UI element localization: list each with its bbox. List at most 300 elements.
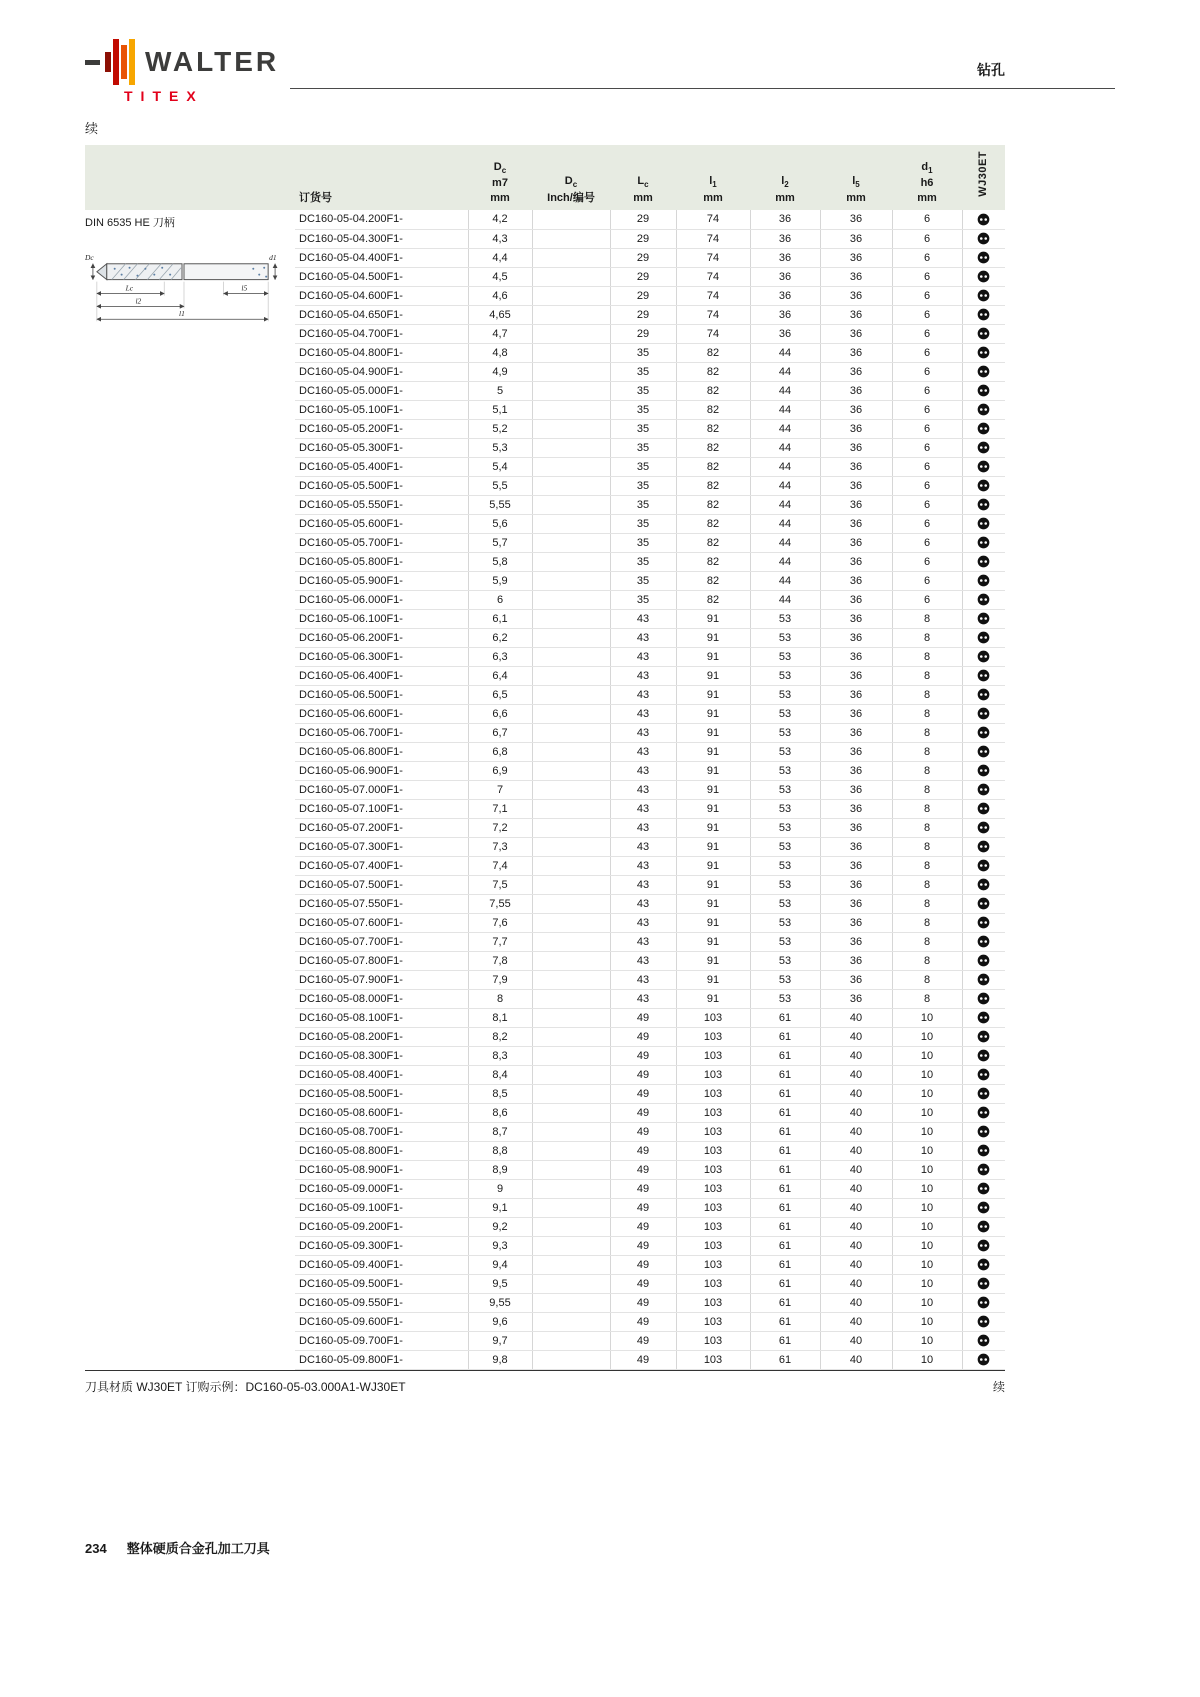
dc-inch-cell bbox=[532, 1103, 610, 1122]
grade-symbol-cell bbox=[962, 1065, 1005, 1084]
d1-cell: 8 bbox=[892, 685, 962, 704]
table-row bbox=[85, 210, 1005, 229]
order-number-cell: DC160-05-06.800F1- bbox=[295, 742, 468, 761]
l1-cell: 82 bbox=[676, 457, 750, 476]
lc-cell: 35 bbox=[610, 400, 676, 419]
page-number: 234 bbox=[85, 1541, 107, 1556]
dc-inch-cell bbox=[532, 552, 610, 571]
l5-cell: 40 bbox=[820, 1065, 892, 1084]
l5-cell: 36 bbox=[820, 267, 892, 286]
dc-mm-cell: 7,5 bbox=[468, 875, 532, 894]
order-number-cell: DC160-05-05.300F1- bbox=[295, 438, 468, 457]
l1-cell: 103 bbox=[676, 1065, 750, 1084]
dc-inch-cell bbox=[532, 248, 610, 267]
l5-cell: 40 bbox=[820, 1217, 892, 1236]
lc-cell: 49 bbox=[610, 1122, 676, 1141]
lc-cell: 35 bbox=[610, 476, 676, 495]
dc-inch-cell bbox=[532, 495, 610, 514]
lc-cell: 43 bbox=[610, 742, 676, 761]
coolant-symbol-icon bbox=[977, 973, 990, 986]
l5-cell: 36 bbox=[820, 362, 892, 381]
dc-mm-cell: 7,4 bbox=[468, 856, 532, 875]
l1-cell: 82 bbox=[676, 514, 750, 533]
dc-inch-cell bbox=[532, 1236, 610, 1255]
dc-mm-cell: 8,7 bbox=[468, 1122, 532, 1141]
grade-symbol-cell bbox=[962, 913, 1005, 932]
grade-symbol-cell bbox=[962, 1198, 1005, 1217]
coolant-symbol-icon bbox=[977, 612, 990, 625]
coolant-symbol-icon bbox=[977, 327, 990, 340]
grade-symbol-cell bbox=[962, 495, 1005, 514]
l5-cell: 40 bbox=[820, 1293, 892, 1312]
d1-cell: 8 bbox=[892, 989, 962, 1008]
l1-cell: 74 bbox=[676, 267, 750, 286]
d1-cell: 8 bbox=[892, 913, 962, 932]
order-number-cell: DC160-05-05.500F1- bbox=[295, 476, 468, 495]
order-number-cell: DC160-05-09.800F1- bbox=[295, 1350, 468, 1369]
d1-cell: 10 bbox=[892, 1217, 962, 1236]
l1-cell: 91 bbox=[676, 913, 750, 932]
l5-cell: 36 bbox=[820, 343, 892, 362]
dc-mm-cell: 4,9 bbox=[468, 362, 532, 381]
header-spacer bbox=[85, 145, 295, 210]
grade-symbol-cell bbox=[962, 799, 1005, 818]
dc-mm-cell: 7,9 bbox=[468, 970, 532, 989]
d1-cell: 6 bbox=[892, 571, 962, 590]
l1-cell: 91 bbox=[676, 894, 750, 913]
order-number-cell: DC160-05-09.300F1- bbox=[295, 1236, 468, 1255]
col-header-lc: $L_c$ mm bbox=[610, 145, 676, 210]
lc-cell: 43 bbox=[610, 989, 676, 1008]
grade-symbol-cell bbox=[962, 1160, 1005, 1179]
dc-inch-cell bbox=[532, 324, 610, 343]
l2-cell: 44 bbox=[750, 533, 820, 552]
lc-cell: 43 bbox=[610, 628, 676, 647]
grade-symbol-cell bbox=[962, 628, 1005, 647]
l5-cell: 36 bbox=[820, 742, 892, 761]
grade-symbol-cell bbox=[962, 514, 1005, 533]
coolant-symbol-icon bbox=[977, 346, 990, 359]
dc-inch-cell bbox=[532, 1160, 610, 1179]
l5-cell: 36 bbox=[820, 818, 892, 837]
grade-symbol-cell bbox=[962, 951, 1005, 970]
dc-mm-cell: 5,1 bbox=[468, 400, 532, 419]
grade-symbol-cell bbox=[962, 1141, 1005, 1160]
grade-symbol-cell bbox=[962, 780, 1005, 799]
lc-cell: 35 bbox=[610, 438, 676, 457]
order-number-cell: DC160-05-04.650F1- bbox=[295, 305, 468, 324]
grade-symbol-cell bbox=[962, 552, 1005, 571]
order-number-cell: DC160-05-04.300F1- bbox=[295, 229, 468, 248]
coolant-symbol-icon bbox=[977, 213, 990, 226]
l2-cell: 44 bbox=[750, 400, 820, 419]
grade-symbol-cell bbox=[962, 647, 1005, 666]
dc-mm-cell: 4,6 bbox=[468, 286, 532, 305]
dc-mm-cell: 8,3 bbox=[468, 1046, 532, 1065]
brand-subname: TITEX bbox=[124, 88, 204, 104]
order-number-cell: DC160-05-08.100F1- bbox=[295, 1008, 468, 1027]
l2-cell: 53 bbox=[750, 647, 820, 666]
dc-inch-cell bbox=[532, 647, 610, 666]
dc-inch-cell bbox=[532, 1331, 610, 1350]
coolant-symbol-icon bbox=[977, 631, 990, 644]
dc-mm-cell: 7,6 bbox=[468, 913, 532, 932]
l5-cell: 40 bbox=[820, 1122, 892, 1141]
dc-inch-cell bbox=[532, 1084, 610, 1103]
order-number-cell: DC160-05-05.400F1- bbox=[295, 457, 468, 476]
grade-symbol-cell bbox=[962, 666, 1005, 685]
d1-cell: 6 bbox=[892, 514, 962, 533]
dc-inch-cell bbox=[532, 457, 610, 476]
dc-inch-cell bbox=[532, 875, 610, 894]
coolant-symbol-icon bbox=[977, 878, 990, 891]
l5-cell: 36 bbox=[820, 647, 892, 666]
l1-cell: 103 bbox=[676, 1198, 750, 1217]
grade-symbol-cell bbox=[962, 438, 1005, 457]
l5-cell: 36 bbox=[820, 951, 892, 970]
lc-cell: 49 bbox=[610, 1160, 676, 1179]
l1-cell: 91 bbox=[676, 837, 750, 856]
l5-cell: 36 bbox=[820, 514, 892, 533]
l2-cell: 53 bbox=[750, 913, 820, 932]
grade-symbol-cell bbox=[962, 286, 1005, 305]
l5-cell: 36 bbox=[820, 704, 892, 723]
l1-cell: 103 bbox=[676, 1084, 750, 1103]
dc-mm-cell: 9,3 bbox=[468, 1236, 532, 1255]
order-number-cell: DC160-05-07.550F1- bbox=[295, 894, 468, 913]
coolant-symbol-icon bbox=[977, 555, 990, 568]
d1-cell: 8 bbox=[892, 704, 962, 723]
order-number-cell: DC160-05-04.200F1- bbox=[295, 210, 468, 229]
col-header-dc-inch: $D_c$ Inch/编号 bbox=[532, 145, 610, 210]
order-number-cell: DC160-05-06.700F1- bbox=[295, 723, 468, 742]
grade-symbol-cell bbox=[962, 1293, 1005, 1312]
l5-cell: 36 bbox=[820, 685, 892, 704]
dc-inch-cell bbox=[532, 970, 610, 989]
d1-cell: 10 bbox=[892, 1141, 962, 1160]
l2-cell: 53 bbox=[750, 951, 820, 970]
l5-cell: 36 bbox=[820, 533, 892, 552]
l1-cell: 74 bbox=[676, 210, 750, 229]
d1-cell: 6 bbox=[892, 286, 962, 305]
dc-inch-cell bbox=[532, 799, 610, 818]
grade-symbol-cell bbox=[962, 571, 1005, 590]
shank-type-label: DIN 6535 HE 刀柄 bbox=[85, 217, 175, 229]
lc-cell: 43 bbox=[610, 647, 676, 666]
d1-cell: 8 bbox=[892, 723, 962, 742]
coolant-symbol-icon bbox=[977, 232, 990, 245]
continued-top-label: 续 bbox=[85, 121, 99, 136]
lc-cell: 35 bbox=[610, 514, 676, 533]
order-number-cell: DC160-05-04.500F1- bbox=[295, 267, 468, 286]
dc-inch-cell bbox=[532, 1217, 610, 1236]
d1-cell: 8 bbox=[892, 761, 962, 780]
d1-cell: 8 bbox=[892, 647, 962, 666]
coolant-symbol-icon bbox=[977, 1049, 990, 1062]
coolant-symbol-icon bbox=[977, 840, 990, 853]
l2-cell: 36 bbox=[750, 286, 820, 305]
lc-cell: 43 bbox=[610, 932, 676, 951]
coolant-symbol-icon bbox=[977, 384, 990, 397]
l1-cell: 91 bbox=[676, 818, 750, 837]
table-header-row bbox=[85, 145, 1005, 210]
l5-cell: 36 bbox=[820, 571, 892, 590]
l5-cell: 36 bbox=[820, 666, 892, 685]
grade-symbol-cell bbox=[962, 1217, 1005, 1236]
lc-cell: 35 bbox=[610, 419, 676, 438]
dc-inch-cell bbox=[532, 590, 610, 609]
l1-cell: 91 bbox=[676, 628, 750, 647]
coolant-symbol-icon bbox=[977, 574, 990, 587]
dim-label-l1: l1 bbox=[179, 309, 185, 319]
coolant-symbol-icon bbox=[977, 1030, 990, 1043]
dc-inch-cell bbox=[532, 628, 610, 647]
walter-titex-logo bbox=[85, 38, 279, 104]
l2-cell: 44 bbox=[750, 552, 820, 571]
dc-mm-cell: 9,4 bbox=[468, 1255, 532, 1274]
col-header-l5: $l_5$ mm bbox=[820, 145, 892, 210]
coolant-symbol-icon bbox=[977, 1087, 990, 1100]
lc-cell: 43 bbox=[610, 837, 676, 856]
l1-cell: 103 bbox=[676, 1274, 750, 1293]
d1-cell: 8 bbox=[892, 970, 962, 989]
lc-cell: 43 bbox=[610, 951, 676, 970]
coolant-symbol-icon bbox=[977, 783, 990, 796]
lc-cell: 49 bbox=[610, 1255, 676, 1274]
lc-cell: 43 bbox=[610, 761, 676, 780]
d1-cell: 10 bbox=[892, 1103, 962, 1122]
l1-cell: 91 bbox=[676, 875, 750, 894]
lc-cell: 49 bbox=[610, 1198, 676, 1217]
coolant-symbol-icon bbox=[977, 1315, 990, 1328]
l2-cell: 61 bbox=[750, 1008, 820, 1027]
dc-mm-cell: 7,7 bbox=[468, 932, 532, 951]
product-table bbox=[85, 145, 1005, 1370]
coolant-symbol-icon bbox=[977, 821, 990, 834]
dc-mm-cell: 6,8 bbox=[468, 742, 532, 761]
l5-cell: 36 bbox=[820, 305, 892, 324]
col-header-l2: $l_2$ mm bbox=[750, 145, 820, 210]
dc-inch-cell bbox=[532, 286, 610, 305]
dc-mm-cell: 6,1 bbox=[468, 609, 532, 628]
order-number-cell: DC160-05-06.000F1- bbox=[295, 590, 468, 609]
grade-symbol-cell bbox=[962, 248, 1005, 267]
order-number-cell: DC160-05-08.500F1- bbox=[295, 1084, 468, 1103]
coolant-symbol-icon bbox=[977, 403, 990, 416]
l2-cell: 61 bbox=[750, 1293, 820, 1312]
l5-cell: 36 bbox=[820, 495, 892, 514]
dc-inch-cell bbox=[532, 571, 610, 590]
coolant-symbol-icon bbox=[977, 308, 990, 321]
grade-symbol-cell bbox=[962, 476, 1005, 495]
l1-cell: 91 bbox=[676, 704, 750, 723]
d1-cell: 8 bbox=[892, 742, 962, 761]
lc-cell: 43 bbox=[610, 780, 676, 799]
l5-cell: 36 bbox=[820, 419, 892, 438]
d1-cell: 8 bbox=[892, 932, 962, 951]
l1-cell: 91 bbox=[676, 780, 750, 799]
drill-technical-drawing bbox=[85, 242, 283, 341]
grade-symbol-cell bbox=[962, 1122, 1005, 1141]
lc-cell: 49 bbox=[610, 1103, 676, 1122]
col-header-order-number: 订货号 bbox=[295, 145, 468, 210]
grade-symbol-cell bbox=[962, 1008, 1005, 1027]
coolant-symbol-icon bbox=[977, 1277, 990, 1290]
lc-cell: 29 bbox=[610, 267, 676, 286]
dc-mm-cell: 4,4 bbox=[468, 248, 532, 267]
d1-cell: 6 bbox=[892, 267, 962, 286]
dc-mm-cell: 4,7 bbox=[468, 324, 532, 343]
col-header-d1: $d_1$ h6 mm bbox=[892, 145, 962, 210]
l5-cell: 36 bbox=[820, 628, 892, 647]
l1-cell: 91 bbox=[676, 989, 750, 1008]
d1-cell: 6 bbox=[892, 248, 962, 267]
order-number-cell: DC160-05-06.500F1- bbox=[295, 685, 468, 704]
l5-cell: 36 bbox=[820, 590, 892, 609]
coolant-symbol-icon bbox=[977, 251, 990, 264]
dc-mm-cell: 7,55 bbox=[468, 894, 532, 913]
coolant-symbol-icon bbox=[977, 1011, 990, 1024]
l2-cell: 61 bbox=[750, 1103, 820, 1122]
coolant-symbol-icon bbox=[977, 479, 990, 492]
l5-cell: 40 bbox=[820, 1160, 892, 1179]
order-number-cell: DC160-05-05.700F1- bbox=[295, 533, 468, 552]
grade-symbol-cell bbox=[962, 229, 1005, 248]
d1-cell: 8 bbox=[892, 837, 962, 856]
dc-mm-cell: 8 bbox=[468, 989, 532, 1008]
lc-cell: 35 bbox=[610, 495, 676, 514]
lc-cell: 43 bbox=[610, 970, 676, 989]
dc-inch-cell bbox=[532, 780, 610, 799]
product-table-zone bbox=[85, 145, 1005, 1395]
dc-mm-cell: 8,5 bbox=[468, 1084, 532, 1103]
dc-mm-cell: 5,9 bbox=[468, 571, 532, 590]
lc-cell: 43 bbox=[610, 704, 676, 723]
d1-cell: 6 bbox=[892, 210, 962, 229]
d1-cell: 6 bbox=[892, 343, 962, 362]
l1-cell: 103 bbox=[676, 1350, 750, 1369]
coolant-symbol-icon bbox=[977, 726, 990, 739]
lc-cell: 29 bbox=[610, 286, 676, 305]
grade-symbol-cell bbox=[962, 362, 1005, 381]
lc-cell: 29 bbox=[610, 324, 676, 343]
coolant-symbol-icon bbox=[977, 688, 990, 701]
coolant-symbol-icon bbox=[977, 992, 990, 1005]
grade-symbol-cell bbox=[962, 1350, 1005, 1369]
lc-cell: 43 bbox=[610, 818, 676, 837]
coolant-symbol-icon bbox=[977, 1239, 990, 1252]
l2-cell: 61 bbox=[750, 1274, 820, 1293]
dc-inch-cell bbox=[532, 362, 610, 381]
l1-cell: 103 bbox=[676, 1236, 750, 1255]
l2-cell: 36 bbox=[750, 324, 820, 343]
l2-cell: 36 bbox=[750, 305, 820, 324]
dc-inch-cell bbox=[532, 666, 610, 685]
dc-inch-cell bbox=[532, 1008, 610, 1027]
l1-cell: 103 bbox=[676, 1331, 750, 1350]
dc-inch-cell bbox=[532, 419, 610, 438]
lc-cell: 43 bbox=[610, 856, 676, 875]
dc-mm-cell: 9,8 bbox=[468, 1350, 532, 1369]
coolant-symbol-icon bbox=[977, 1106, 990, 1119]
l1-cell: 103 bbox=[676, 1046, 750, 1065]
l5-cell: 36 bbox=[820, 552, 892, 571]
d1-cell: 6 bbox=[892, 324, 962, 343]
dc-inch-cell bbox=[532, 989, 610, 1008]
l5-cell: 36 bbox=[820, 438, 892, 457]
dc-mm-cell: 5,5 bbox=[468, 476, 532, 495]
l2-cell: 44 bbox=[750, 495, 820, 514]
l5-cell: 40 bbox=[820, 1350, 892, 1369]
lc-cell: 29 bbox=[610, 305, 676, 324]
lc-cell: 49 bbox=[610, 1293, 676, 1312]
l2-cell: 61 bbox=[750, 1027, 820, 1046]
l5-cell: 40 bbox=[820, 1274, 892, 1293]
dc-mm-cell: 4,8 bbox=[468, 343, 532, 362]
l5-cell: 36 bbox=[820, 856, 892, 875]
order-number-cell: DC160-05-08.400F1- bbox=[295, 1065, 468, 1084]
lc-cell: 35 bbox=[610, 552, 676, 571]
l5-cell: 36 bbox=[820, 229, 892, 248]
coolant-symbol-icon bbox=[977, 1296, 990, 1309]
lc-cell: 29 bbox=[610, 248, 676, 267]
coolant-symbol-icon bbox=[977, 707, 990, 720]
grade-symbol-cell bbox=[962, 818, 1005, 837]
d1-cell: 10 bbox=[892, 1008, 962, 1027]
dc-mm-cell: 6,2 bbox=[468, 628, 532, 647]
d1-cell: 6 bbox=[892, 552, 962, 571]
order-number-cell: DC160-05-04.800F1- bbox=[295, 343, 468, 362]
grade-symbol-cell bbox=[962, 1084, 1005, 1103]
l5-cell: 40 bbox=[820, 1179, 892, 1198]
l5-cell: 36 bbox=[820, 248, 892, 267]
l1-cell: 103 bbox=[676, 1312, 750, 1331]
l2-cell: 53 bbox=[750, 932, 820, 951]
l1-cell: 82 bbox=[676, 343, 750, 362]
dc-mm-cell: 4,65 bbox=[468, 305, 532, 324]
dc-inch-cell bbox=[532, 1198, 610, 1217]
coolant-symbol-icon bbox=[977, 1163, 990, 1176]
order-number-cell: DC160-05-09.550F1- bbox=[295, 1293, 468, 1312]
grade-symbol-cell bbox=[962, 685, 1005, 704]
l1-cell: 91 bbox=[676, 647, 750, 666]
l1-cell: 103 bbox=[676, 1141, 750, 1160]
order-number-cell: DC160-05-08.300F1- bbox=[295, 1046, 468, 1065]
l5-cell: 40 bbox=[820, 1331, 892, 1350]
l2-cell: 61 bbox=[750, 1255, 820, 1274]
l1-cell: 74 bbox=[676, 324, 750, 343]
l2-cell: 44 bbox=[750, 571, 820, 590]
dc-inch-cell bbox=[532, 1293, 610, 1312]
dc-mm-cell: 6,3 bbox=[468, 647, 532, 666]
l1-cell: 82 bbox=[676, 495, 750, 514]
l2-cell: 44 bbox=[750, 590, 820, 609]
dc-mm-cell: 9,7 bbox=[468, 1331, 532, 1350]
order-number-cell: DC160-05-06.100F1- bbox=[295, 609, 468, 628]
l5-cell: 36 bbox=[820, 286, 892, 305]
grade-symbol-cell bbox=[962, 970, 1005, 989]
brand-name: WALTER bbox=[145, 46, 280, 77]
lc-cell: 49 bbox=[610, 1179, 676, 1198]
d1-cell: 10 bbox=[892, 1236, 962, 1255]
grade-symbol-cell bbox=[962, 1312, 1005, 1331]
l2-cell: 44 bbox=[750, 438, 820, 457]
l2-cell: 53 bbox=[750, 799, 820, 818]
lc-cell: 43 bbox=[610, 799, 676, 818]
l1-cell: 91 bbox=[676, 932, 750, 951]
grade-symbol-cell bbox=[962, 1331, 1005, 1350]
d1-cell: 8 bbox=[892, 818, 962, 837]
